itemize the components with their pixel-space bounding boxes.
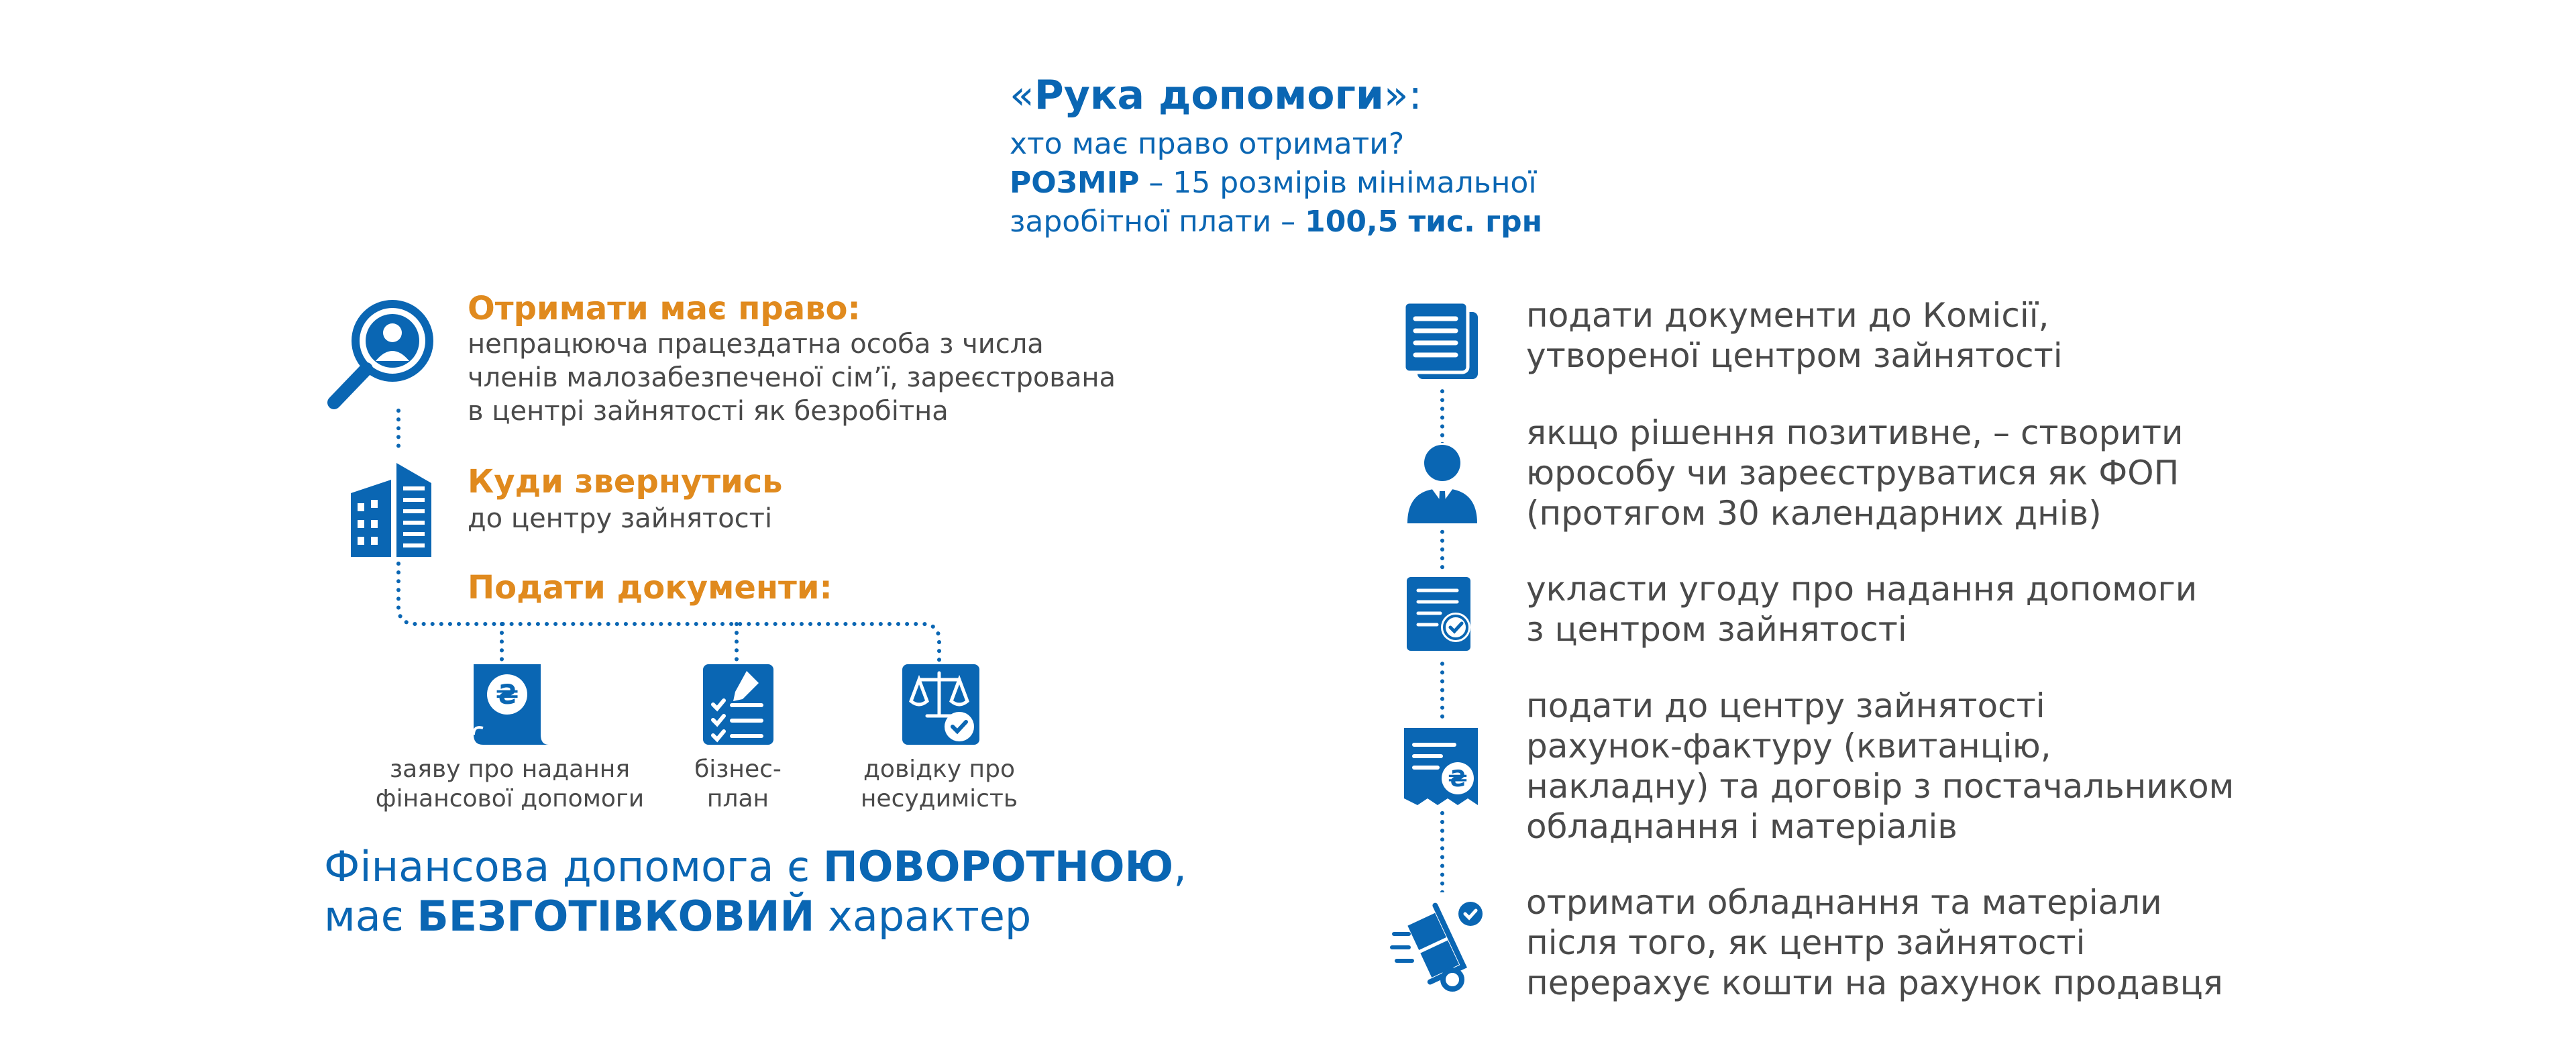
note-line-2 <box>324 892 1187 941</box>
size-label: РОЗМІР <box>1010 166 1140 200</box>
quote-open: « <box>1010 72 1034 119</box>
step-2-line-3: (протягом 30 календарних днів) <box>1526 494 2102 533</box>
note-part-2: , <box>1173 842 1187 891</box>
program-name: Рука допомоги <box>1034 72 1384 119</box>
eligible-line-2: членів малозабезпеченої сім’ї, зареєстрована <box>468 362 1116 393</box>
submit-heading: Подати документи: <box>468 569 833 607</box>
step-2-text <box>1526 413 2183 533</box>
step-1-line-1: подати документи до Комісії, <box>1526 296 2049 335</box>
step-2-line-1: якщо рішення позитивне, – створити <box>1526 413 2184 452</box>
hryvnia-document-icon <box>468 661 552 751</box>
hand-truck-icon <box>1389 892 1489 996</box>
step-5-line-2: після того, як центр зайнятості <box>1526 923 2086 962</box>
doc-1-line-2: фінансової допомоги <box>375 785 645 813</box>
scales-check-icon <box>899 661 983 751</box>
doc-2-line-2: план <box>706 785 769 813</box>
step-1-line-2: утвореної центром зайнятості <box>1526 336 2063 375</box>
note-line-1 <box>324 842 1187 892</box>
svg-text:₴: ₴ <box>495 680 519 711</box>
note-part-4: характер <box>814 892 1032 941</box>
doc-1-line-1: заяву про надання <box>390 755 630 783</box>
eligible-line-3: в центрі зайнятості як безробітна <box>468 396 949 427</box>
checklist-pen-icon <box>700 661 777 751</box>
step-4-line-1: подати до центру зайнятості <box>1526 686 2045 725</box>
note-part-1: Фінансова допомога є <box>324 842 823 891</box>
step-4-line-4: обладнання і матеріалів <box>1526 807 1957 846</box>
doc-3-line-2: несудимість <box>860 785 1018 813</box>
repayment-note <box>324 842 1187 941</box>
size-text: – 15 розмірів мінімальної <box>1139 166 1537 200</box>
doc-2-line-1: бізнес- <box>694 755 782 783</box>
wage-text: заробітної плати – <box>1010 205 1305 239</box>
step-5-text <box>1526 882 2223 1003</box>
where-heading: Куди звернутись <box>468 463 783 501</box>
page-subtitle: хто має право отримати? <box>1010 127 1405 161</box>
note-bold-2: БЕЗГОТІВКОВИЙ <box>417 892 815 941</box>
svg-text:₴: ₴ <box>1448 766 1468 792</box>
doc-3-line-1: довідку про <box>863 755 1015 783</box>
step-4-line-2: рахунок-фактуру (квитанцію, <box>1526 727 2051 766</box>
step-1-text <box>1526 295 2063 376</box>
note-part-3: має <box>324 892 417 941</box>
doc-caption-2 <box>664 755 812 814</box>
eligible-line-1: непрацююча працездатна особа з числа <box>468 329 1044 360</box>
step-3-line-1: укласти угоду про надання допомоги <box>1526 570 2198 609</box>
step-4-line-3: накладну) та договір з постачальником <box>1526 767 2235 806</box>
amount-value: 100,5 тис. грн <box>1305 205 1542 239</box>
step-5-line-1: отримати обладнання та матеріали <box>1526 883 2162 922</box>
documents-icon <box>1399 299 1483 385</box>
invoice-hryvnia-icon <box>1401 721 1485 811</box>
note-bold-1: ПОВОРОТНОЮ <box>822 842 1174 891</box>
quote-close: »: <box>1383 72 1422 119</box>
step-4-text <box>1526 686 2234 847</box>
eligible-text <box>468 327 1116 428</box>
businessman-icon <box>1402 443 1483 526</box>
search-person-icon <box>322 294 443 417</box>
contract-check-icon <box>1403 574 1481 660</box>
step-3-line-2: з центром зайнятості <box>1526 610 1907 649</box>
step-3-text <box>1526 569 2197 649</box>
step-5-line-3: перерахує кошти на рахунок продавця <box>1526 963 2223 1002</box>
doc-caption-3 <box>852 755 1026 814</box>
step-2-line-2: юрособу чи зареєструватися як ФОП <box>1526 454 2180 492</box>
where-text: до центру зайнятості <box>468 503 773 534</box>
doc-caption-1 <box>372 755 647 814</box>
building-icon <box>344 456 445 560</box>
eligible-heading: Отримати має право: <box>468 290 861 327</box>
